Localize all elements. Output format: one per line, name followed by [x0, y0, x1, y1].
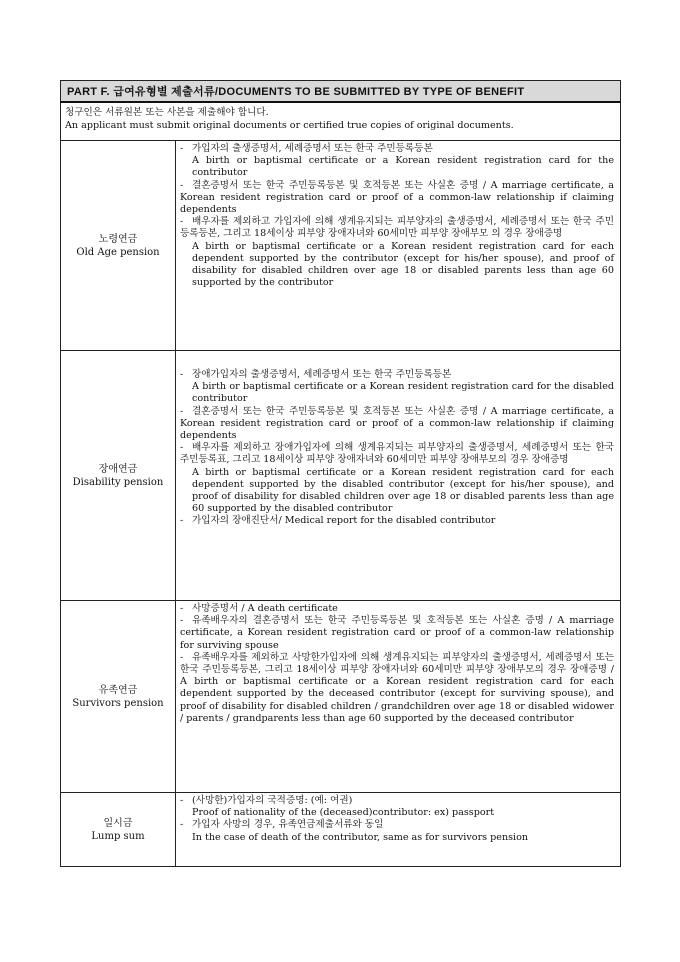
list-item: - 가입자 사망의 경우, 유족연금제출서류와 동일 In the case of death of the contributor, same as for survivors pension [180, 819, 614, 843]
list-item: - 배우자를 제외하고 가입자에 의해 생계유지되는 피부양자의 출생증명서, 세례증명서 또는 한국 주민등록등본, 그리고 18세이상 피부양 장애자녀와 60세미만 피부양 장애부모 의 경우 장애증명 A birth or baptismal certificate or a Korean resident registration card for each dependent supported by the contributor (except for his/her spouse), and proof of disability for disabled children over age 18 or disabled parents less than age 60 supported by the contributor [180, 216, 615, 289]
section-label-disability [61, 351, 176, 601]
item-text-ko: 유족배우자를 제외하고 사망한가입자에 의해 생계유지되는 피부양자의 출생증명서, 세례증명서 또는 한국 주민등록등본, 그리고 18세이상 피부양 장애자녀와 60세미만 피부양 장애부모의 경우 장애증명 / A birth or baptismal certificate or a Korean resident registration card for each dependent supported by the deceased contributor (except for surviving spouse), and proof of disability for disabled children / grandchildren over age 18 or disabled widower / parents / grandparents less than age 60 supported by the deceased contributor [180, 651, 615, 724]
section-label-ko: 유족연금 [98, 684, 138, 696]
item-text-ko: 사망증명서 / A death certificate [192, 603, 338, 614]
section-label-lump-sum [61, 793, 176, 867]
item-text-ko: 유족배우자의 결혼증명서 또는 한국 주민등록등본 및 호적등본 또는 사실혼 증명 / A marriage certificate, a Korean resident registration card or proof of a common-law relationship for surviving spouse [180, 615, 615, 651]
section-label-en: Old Age pension [76, 246, 160, 258]
section-content-survivors [176, 601, 621, 793]
list-item: - 가입자의 장애진단서/ Medical report for the disabled contributor [180, 515, 496, 527]
item-text-ko: 가입자 사망의 경우, 유족연금제출서류와 동일 [192, 819, 384, 831]
section-label-ko: 장애연금 [98, 463, 138, 475]
intro-row [61, 102, 621, 141]
intro-cell [61, 102, 621, 141]
section-label-survivors [61, 601, 176, 793]
item-text-ko: 결혼증명서 또는 한국 주민등록등본 및 호적등본 또는 사실혼 증명 / A marriage certificate, a Korean resident registration card or proof of a common-law relationship if claiming dependents [180, 405, 615, 442]
section-label-en: Survivors pension [72, 697, 164, 709]
documents-table [60, 80, 621, 867]
section-row-lump-sum [61, 793, 621, 867]
item-text-en: A birth or baptismal certificate or a Korean resident registration card for each dependent supported by the contributor (except for his/her spouse), and proof of disability for disabled children over age 18 or disabled parents less than age 60 supported by the contributor [192, 240, 615, 289]
intro-line-en: An applicant must submit original documents or certified true copies of original documents. [65, 120, 514, 131]
item-text-ko: 가입자의 장애진단서/ Medical report for the disabled contributor [192, 515, 496, 527]
list-item: - 유족배우자를 제외하고 사망한가입자에 의해 생계유지되는 피부양자의 출생증명서, 세례증명서 또는 한국 주민등록등본, 그리고 18세이상 피부양 장애자녀와 60세미만 피부양 장애부모의 경우 장애증명 / A birth or baptismal certificate or a Korean resident registration card for each dependent supported by the deceased contributor (except for surviving spouse), and proof of disability for disabled children / grandchildren over age 18 or disabled widower / parents / grandparents less than age 60 supported by the deceased contributor [180, 651, 615, 724]
list-item: - 장애가입자의 출생증명서, 세례증명서 또는 한국 주민등록등본 A birth or baptismal certificate or a Korean resident registration card for the disabled contributor [180, 369, 615, 405]
section-label-old-age [61, 141, 176, 351]
list-item: - (사망한)가입자의 국적증명: (예: 여권) Proof of nationality of the (deceased)contributor: ex) passport [180, 795, 614, 819]
list-item: - 결혼증명서 또는 한국 주민등록등본 및 호적등본 또는 사실혼 증명 / A marriage certificate, a Korean resident registration card or proof of a common-law relationship if claiming dependents [180, 179, 615, 216]
section-label-ko: 노령연금 [98, 233, 138, 245]
section-label-ko: 일시금 [103, 817, 133, 829]
item-text-ko: 배우자를 제외하고 가입자에 의해 생계유지되는 피부양자의 출생증명서, 세례증명서 또는 한국 주민등록등본, 그리고 18세이상 피부양 장애자녀와 60세미만 피부양 장애부모 의 경우 장애증명 [180, 216, 615, 240]
list-item: - 유족배우자의 결혼증명서 또는 한국 주민등록등본 및 호적등본 또는 사실혼 증명 / A marriage certificate, a Korean resident registration card or proof of a common-law relationship for surviving spouse [180, 615, 615, 651]
item-text-ko: (사망한)가입자의 국적증명: (예: 여권) [192, 795, 353, 806]
section-label-en: Lump sum [91, 830, 145, 842]
item-text-en: A birth or baptismal certificate or a Korean resident registration card for the contributor [192, 155, 615, 179]
intro-line-ko: 청구인은 서류원본 또는 사본을 제출해야 합니다. [65, 107, 269, 118]
list-item: - 사망증명서 / A death certificate [180, 603, 338, 614]
section-content-disability [176, 351, 621, 601]
item-text-en: Proof of nationality of the (deceased)contributor: ex) passport [192, 807, 495, 819]
table-header-row [61, 81, 621, 103]
item-text-ko: 배우자를 제외하고 장애가입자에 의해 생계유지되는 피부양자의 출생증명서, 세례증명서 또는 한국 주민등록표, 그리고 18세이상 피부양 장애자녀와 60세미만 피부양 장애부모의 경우 장애증명 [180, 442, 615, 466]
item-text-ko: 장애가입자의 출생증명서, 세례증명서 또는 한국 주민등록등본 [192, 369, 452, 380]
section-row-survivors [61, 601, 621, 793]
part-f-title: PART F. 급여유형별 제출서류/DOCUMENTS TO BE SUBMITTED BY TYPE OF BENEFIT [61, 81, 621, 103]
section-row-disability [61, 351, 621, 601]
section-content-lump-sum [176, 793, 621, 867]
list-item: - 배우자를 제외하고 장애가입자에 의해 생계유지되는 피부양자의 출생증명서, 세례증명서 또는 한국 주민등록표, 그리고 18세이상 피부양 장애자녀와 60세미만 피부양 장애부모의 경우 장애증명 A birth or baptismal certificate or a Korean resident registration card for each dependent supported by the disabled contributor (except for his/her spouse), and proof of disability for disabled children over age 18 or disabled parents less than age 60 supported by the disabled contributor [180, 442, 615, 515]
section-content-old-age [176, 141, 621, 351]
list-item: - 가입자의 출생증명서, 세례증명서 또는 한국 주민등록등본 A birth or baptismal certificate or a Korean resident registration card for the contributor [180, 143, 615, 179]
section-row-old-age [61, 141, 621, 351]
item-text-ko: 가입자의 출생증명서, 세례증명서 또는 한국 주민등록등본 [192, 143, 433, 154]
item-text-en: A birth or baptismal certificate or a Korean resident registration card for each dependent supported by the disabled contributor (except for his/her spouse), and proof of disability for disabled children over age 18 or disabled parents less than age 60 supported by the disabled contributor [192, 466, 615, 515]
section-label-en: Disability pension [72, 476, 164, 488]
item-text-en: In the case of death of the contributor, same as for survivors pension [192, 831, 529, 843]
item-text-ko: 결혼증명서 또는 한국 주민등록등본 및 호적등본 또는 사실혼 증명 / A marriage certificate, a Korean resident registration card or proof of a common-law relationship if claiming dependents [180, 179, 615, 216]
item-text-en: A birth or baptismal certificate or a Korean resident registration card for the disabled contributor [192, 381, 615, 405]
list-item: - 결혼증명서 또는 한국 주민등록등본 및 호적등본 또는 사실혼 증명 / A marriage certificate, a Korean resident registration card or proof of a common-law relationship if claiming dependents [180, 405, 615, 442]
